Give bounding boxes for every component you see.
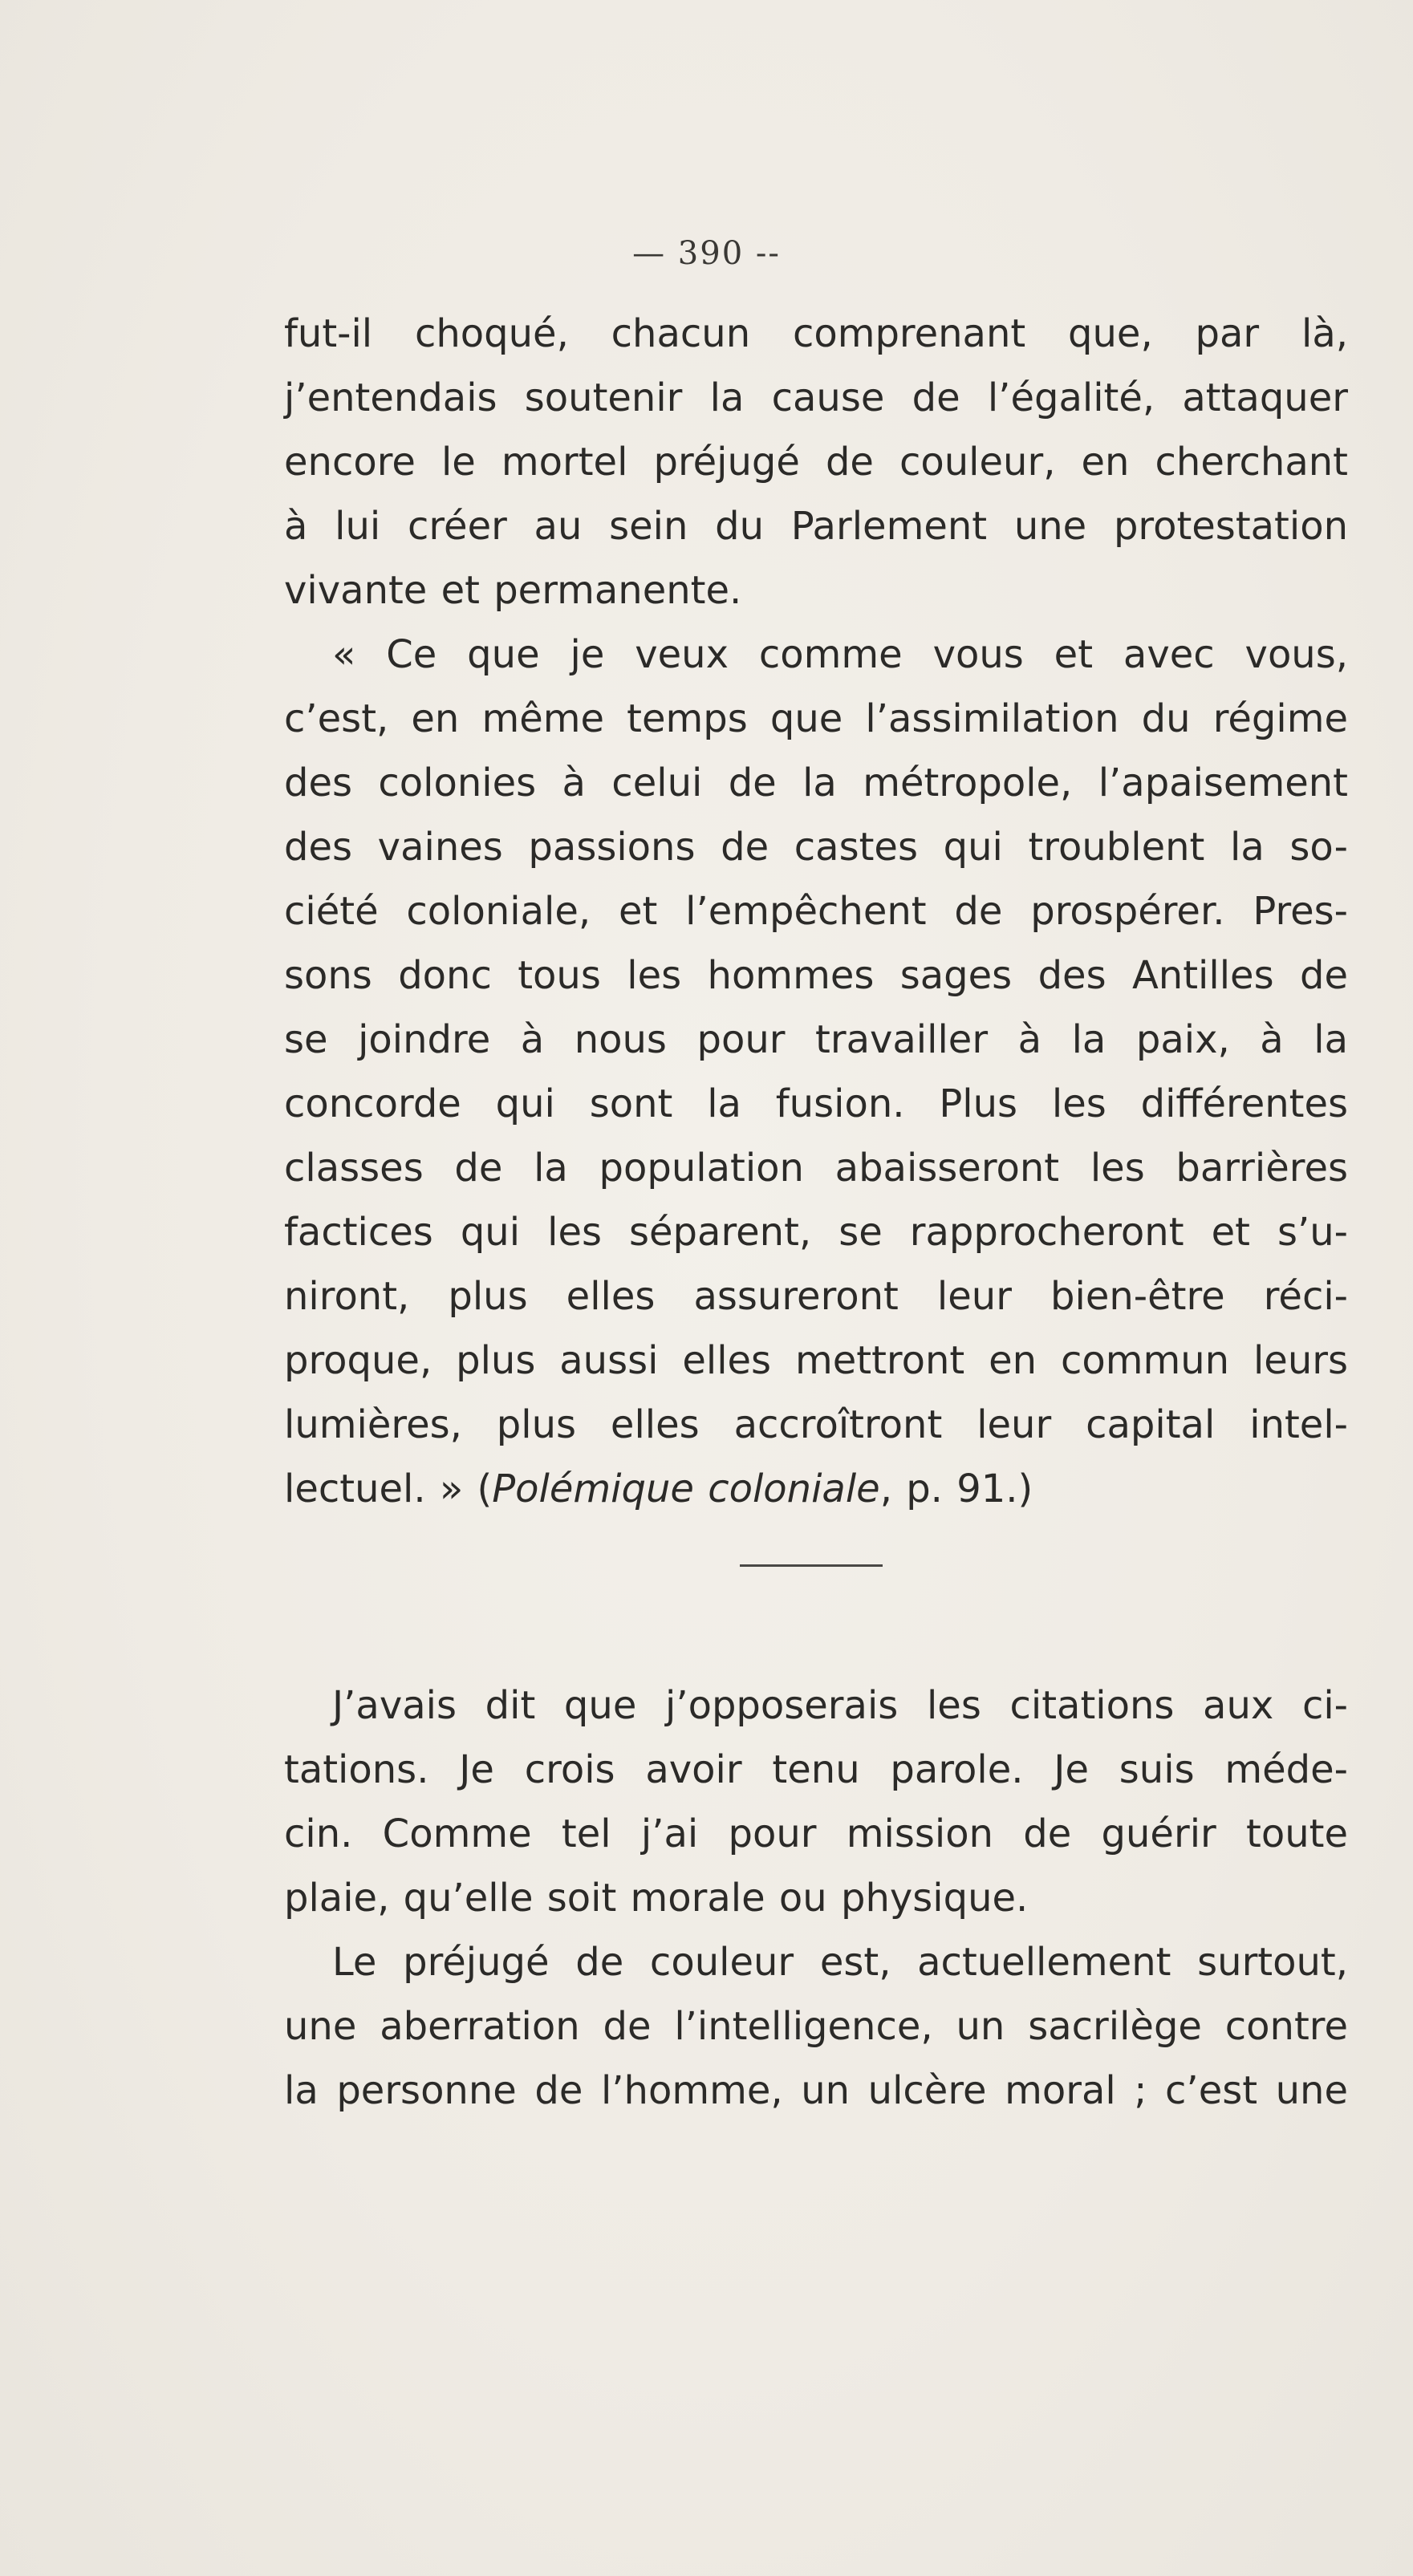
text-line: lumières, plus elles accroîtront leur capital intel- [284,1402,1348,1447]
text-line: cin. Comme tel j’ai pour mission de guérir toute [284,1811,1348,1856]
text-line: c’est, en même temps que l’assimilation du régime [284,696,1348,741]
text-line: j’entendais soutenir la cause de l’égalité, attaquer [284,375,1348,420]
text-line: sons donc tous les hommes sages des Antilles de [284,953,1348,998]
text-line: niront, plus elles assureront leur bien-être réci- [284,1274,1348,1319]
text-line: proque, plus aussi elles mettront en commun leurs [284,1338,1348,1383]
citation-prefix: lectuel. » ( [284,1466,493,1511]
text-line: classes de la population abaisseront les barrières [284,1146,1348,1191]
text-line: à lui créer au sein du Parlement une protestation [284,504,1348,549]
text-line: se joindre à nous pour travailler à la paix, à la [284,1017,1348,1062]
text-line: la personne de l’homme, un ulcère moral ; c’est une [284,2068,1348,2113]
text-line: concorde qui sont la fusion. Plus les différentes [284,1081,1348,1126]
section-divider [740,1564,883,1567]
page-number: — 390 -- [632,235,781,272]
text-line: des colonies à celui de la métropole, l’apaisement [284,761,1348,805]
text-line: Le préjugé de couleur est, actuellement surtout, [332,1940,1348,1985]
text-line: encore le mortel préjugé de couleur, en cherchant [284,440,1348,485]
text-line: vivante et permanente. [284,568,742,613]
text-line: plaie, qu’elle soit morale ou physique. [284,1876,1029,1921]
text-line: ciété coloniale, et l’empêchent de prospérer. Pres- [284,889,1348,934]
text-line: une aberration de l’intelligence, un sacrilège contre [284,2004,1348,2049]
text-line: tations. Je crois avoir tenu parole. Je suis méde- [284,1747,1348,1792]
text-line: fut-il choqué, chacun comprenant que, par là, [284,311,1348,356]
citation-line [284,1465,1348,1513]
citation-suffix: , p. 91.) [879,1466,1033,1511]
text-line: J’avais dit que j’opposerais les citations aux ci- [332,1683,1348,1728]
text-line: « Ce que je veux comme vous et avec vous, [332,632,1348,677]
text-line: factices qui les séparent, se rapprocheront et s’u- [284,1210,1348,1255]
citation-title: Polémique coloniale [492,1466,880,1511]
text-line: des vaines passions de castes qui troublent la so- [284,825,1348,870]
